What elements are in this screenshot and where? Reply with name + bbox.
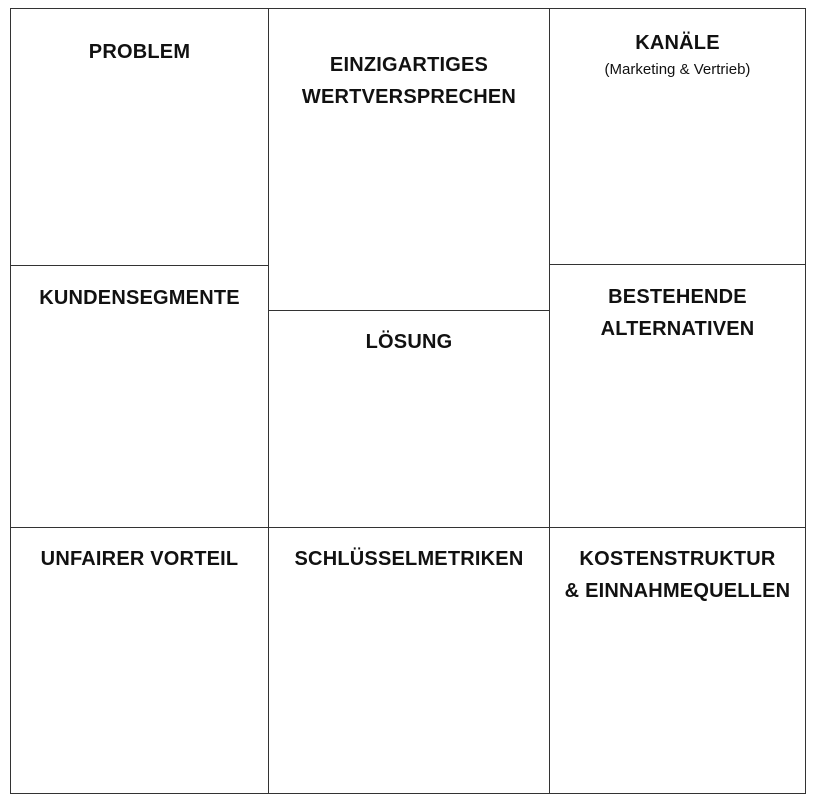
schluesselmetriken-cell [268,527,550,794]
bestehende-alternativen-cell [549,264,806,528]
kanaele-title: KANÄLE [635,32,720,54]
unfairer-vorteil-cell [10,527,269,794]
kundensegmente-title: KUNDENSEGMENTE [39,287,240,309]
kundensegmente-cell [10,265,269,528]
kostenstruktur-cell [549,527,806,794]
wertversprechen-title: EINZIGARTIGES WERTVERSPRECHEN [301,54,517,108]
wertversprechen-cell [268,8,550,311]
bestehende-alternativen-title: BESTEHENDE ALTERNATIVEN [600,286,755,340]
problem-title: PROBLEM [88,41,191,63]
loesung-title: LÖSUNG [365,331,453,353]
problem-cell [10,8,269,266]
schluesselmetriken-title: SCHLÜSSELMETRIKEN [294,548,524,570]
kanaele-subtitle: (Marketing & Vertrieb) [604,61,751,78]
kostenstruktur-title: KOSTENSTRUKTUR & EINNAHMEQUELLEN [564,548,791,602]
unfairer-vorteil-title: UNFAIRER VORTEIL [40,548,239,570]
loesung-cell [268,310,550,528]
kanaele-cell [549,8,806,265]
